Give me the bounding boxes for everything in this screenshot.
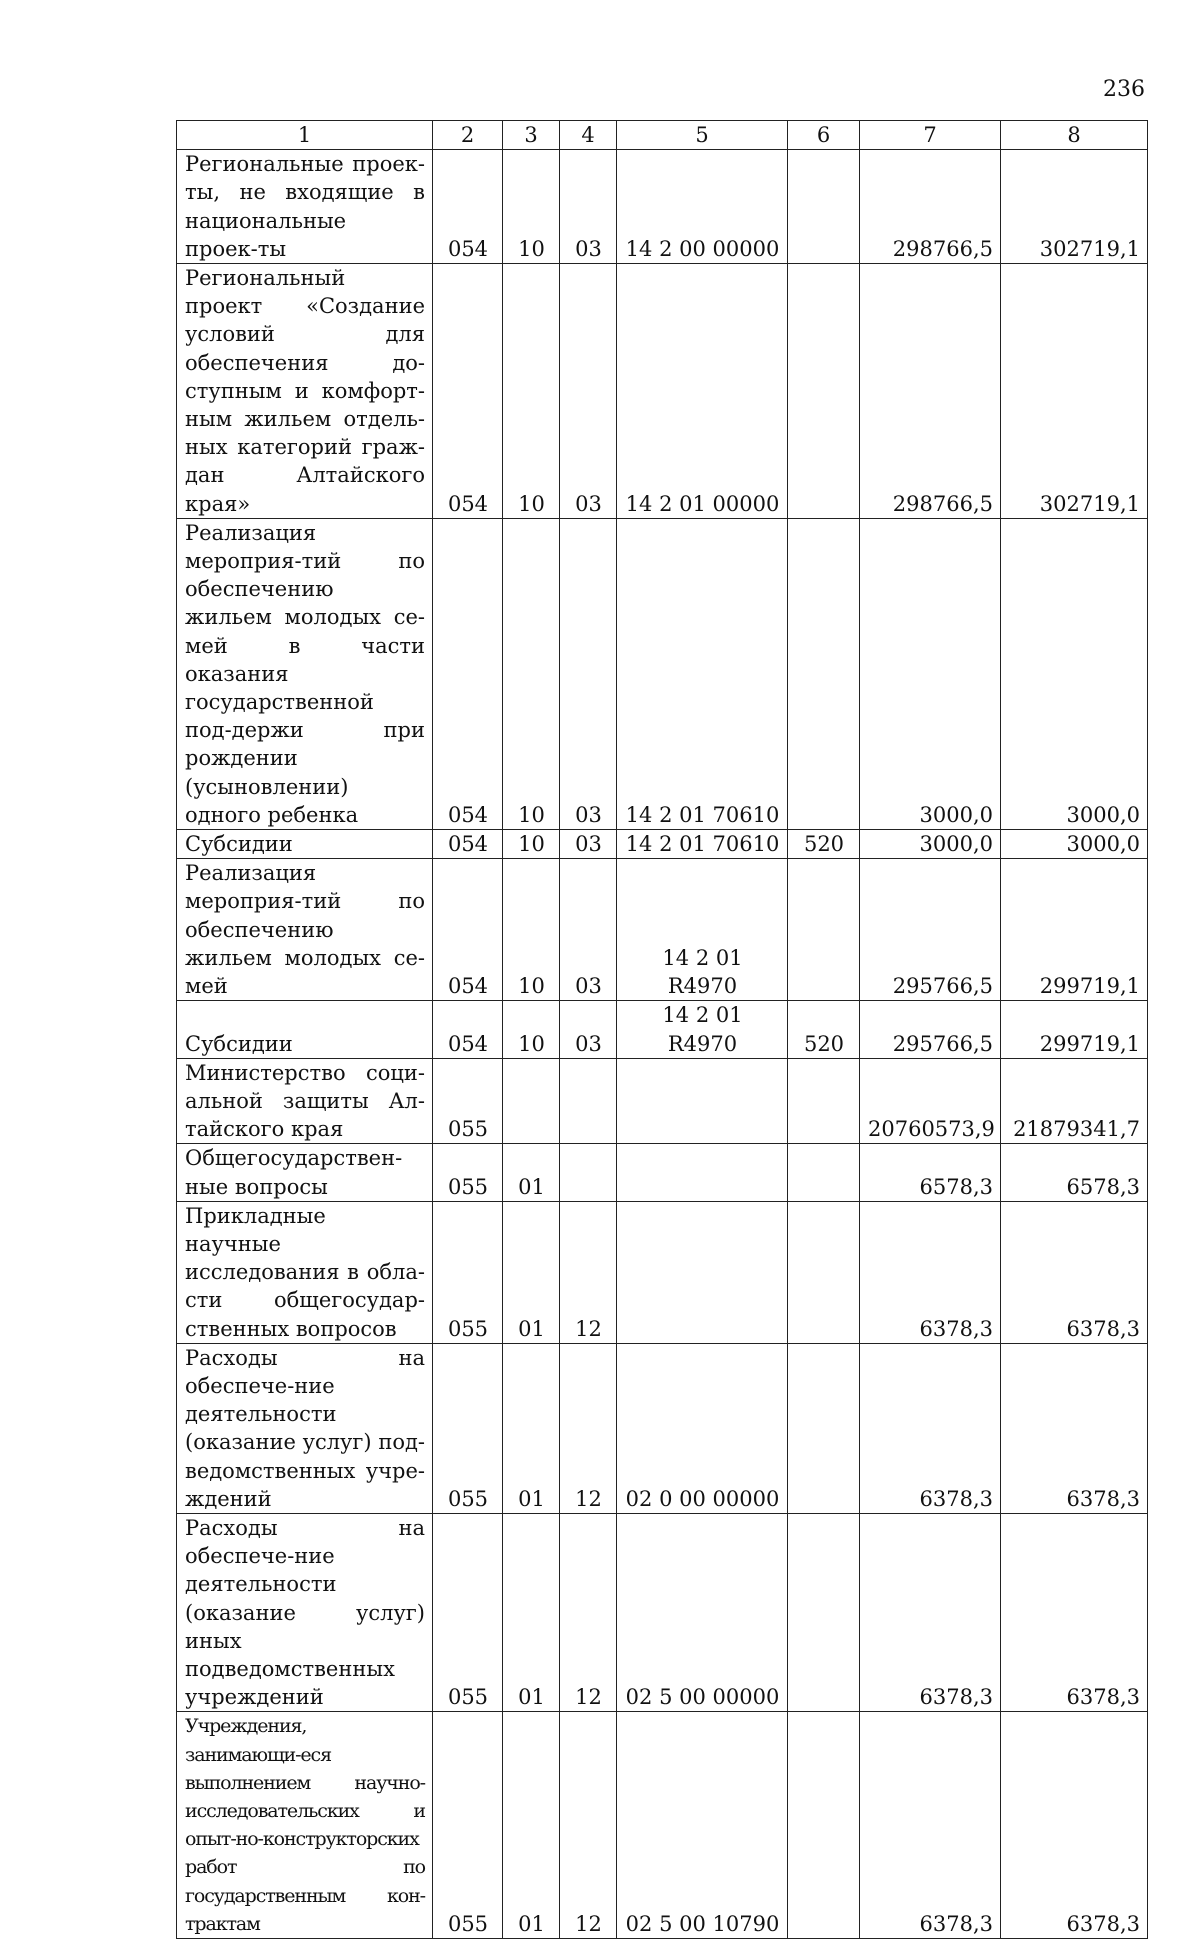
table-row [177, 859, 1148, 1001]
amount-col8-cell: 6378,3 [1001, 1712, 1148, 1939]
amount-col7-cell: 298766,5 [860, 264, 1001, 519]
target-article-cell [617, 1201, 788, 1343]
amount-col7-cell: 295766,5 [860, 859, 1001, 1001]
expense-type-cell [788, 1144, 860, 1201]
subsection-cell: 12 [560, 1513, 617, 1711]
table-row [177, 1058, 1148, 1144]
section-cell: 01 [503, 1144, 560, 1201]
ministry-code-cell: 054 [433, 1001, 503, 1058]
subsection-cell: 03 [560, 264, 617, 519]
amount-col7-cell: 6378,3 [860, 1712, 1001, 1939]
target-article-cell: 14 2 01 R4970 [617, 859, 788, 1001]
target-article-cell: 02 5 00 00000 [617, 1513, 788, 1711]
target-article-cell [617, 1058, 788, 1144]
amount-col8-cell: 6378,3 [1001, 1201, 1148, 1343]
subsection-cell: 03 [560, 859, 617, 1001]
expense-type-cell: 520 [788, 830, 860, 859]
target-article-cell: 14 2 01 R4970 [617, 1001, 788, 1058]
target-article-cell: 02 0 00 00000 [617, 1343, 788, 1513]
subsection-cell: 03 [560, 1001, 617, 1058]
row-name-cell: Субсидии [177, 830, 433, 859]
row-name-cell: Региональные проек-ты, не входящие в национальные проек-ты [177, 150, 433, 264]
expense-type-cell [788, 1058, 860, 1144]
section-cell: 10 [503, 859, 560, 1001]
amount-col8-cell: 302719,1 [1001, 150, 1148, 264]
subsection-cell [560, 1058, 617, 1144]
table-row [177, 830, 1148, 859]
expense-type-cell [788, 264, 860, 519]
column-header: 3 [503, 121, 560, 150]
ministry-code-cell: 055 [433, 1201, 503, 1343]
table-row [177, 264, 1148, 519]
expense-type-cell [788, 1201, 860, 1343]
section-cell: 01 [503, 1343, 560, 1513]
subsection-cell: 03 [560, 830, 617, 859]
amount-col8-cell: 302719,1 [1001, 264, 1148, 519]
section-cell: 01 [503, 1513, 560, 1711]
expense-type-cell [788, 1343, 860, 1513]
table-row [177, 1343, 1148, 1513]
target-article-cell: 14 2 01 70610 [617, 518, 788, 829]
expense-type-cell [788, 1513, 860, 1711]
amount-col8-cell: 6578,3 [1001, 1144, 1148, 1201]
subsection-cell: 03 [560, 150, 617, 264]
amount-col7-cell: 295766,5 [860, 1001, 1001, 1058]
row-name-cell: Расходы на обеспече-ние деятельности (оказание услуг) под-ведомственных учре-ждений [177, 1343, 433, 1513]
amount-col7-cell: 298766,5 [860, 150, 1001, 264]
table-row [177, 150, 1148, 264]
table-row [177, 1001, 1148, 1058]
ministry-code-cell: 055 [433, 1343, 503, 1513]
subsection-cell: 03 [560, 518, 617, 829]
target-article-cell: 14 2 01 70610 [617, 830, 788, 859]
amount-col7-cell: 6378,3 [860, 1201, 1001, 1343]
column-header: 7 [860, 121, 1001, 150]
ministry-code-cell: 054 [433, 150, 503, 264]
ministry-code-cell: 054 [433, 518, 503, 829]
section-cell: 01 [503, 1201, 560, 1343]
column-header: 1 [177, 121, 433, 150]
ministry-code-cell: 054 [433, 830, 503, 859]
amount-col8-cell: 6378,3 [1001, 1513, 1148, 1711]
column-header: 6 [788, 121, 860, 150]
section-cell: 10 [503, 1001, 560, 1058]
section-cell: 10 [503, 830, 560, 859]
amount-col7-cell: 3000,0 [860, 830, 1001, 859]
target-article-cell [617, 1144, 788, 1201]
expense-type-cell [788, 150, 860, 264]
column-header: 2 [433, 121, 503, 150]
row-name-cell: Реализация мероприя-тий по обеспечению жильем молодых се-мей [177, 859, 433, 1001]
ministry-code-cell: 055 [433, 1513, 503, 1711]
row-name-cell: Региональный проект «Создание условий для обеспечения до-ступным и комфорт-ным жильем отдель-ных категорий граж-дан Алтайского края» [177, 264, 433, 519]
section-cell [503, 1058, 560, 1144]
subsection-cell [560, 1144, 617, 1201]
section-cell: 10 [503, 150, 560, 264]
table-row [177, 1712, 1148, 1939]
target-article-cell: 02 5 00 10790 [617, 1712, 788, 1939]
column-header: 4 [560, 121, 617, 150]
target-article-cell: 14 2 00 00000 [617, 150, 788, 264]
amount-col8-cell: 299719,1 [1001, 859, 1148, 1001]
row-name-cell: Субсидии [177, 1001, 433, 1058]
page-number: 236 [1103, 77, 1145, 102]
ministry-code-cell: 054 [433, 264, 503, 519]
amount-col8-cell: 299719,1 [1001, 1001, 1148, 1058]
table-row [177, 1144, 1148, 1201]
column-header: 5 [617, 121, 788, 150]
ministry-code-cell: 055 [433, 1712, 503, 1939]
amount-col7-cell: 3000,0 [860, 518, 1001, 829]
row-name-cell: Общегосударствен-ные вопросы [177, 1144, 433, 1201]
expense-type-cell [788, 1712, 860, 1939]
subsection-cell: 12 [560, 1201, 617, 1343]
section-cell: 10 [503, 264, 560, 519]
ministry-code-cell: 055 [433, 1144, 503, 1201]
amount-col8-cell: 3000,0 [1001, 518, 1148, 829]
table-row [177, 1513, 1148, 1711]
ministry-code-cell: 054 [433, 859, 503, 1001]
amount-col8-cell: 6378,3 [1001, 1343, 1148, 1513]
subsection-cell: 12 [560, 1712, 617, 1939]
table-row [177, 1201, 1148, 1343]
column-header: 8 [1001, 121, 1148, 150]
row-name-cell: Реализация мероприя-тий по обеспечению жильем молодых се-мей в части оказания государственной под-держи при рождении (усыновлении) одного ребенка [177, 518, 433, 829]
amount-col7-cell: 6378,3 [860, 1513, 1001, 1711]
column-header-row [177, 121, 1148, 150]
amount-col8-cell: 3000,0 [1001, 830, 1148, 859]
table-row [177, 518, 1148, 829]
target-article-cell: 14 2 01 00000 [617, 264, 788, 519]
expense-type-cell [788, 518, 860, 829]
expense-type-cell: 520 [788, 1001, 860, 1058]
expense-type-cell [788, 859, 860, 1001]
row-name-cell: Министерство соци-альной защиты Ал-тайского края [177, 1058, 433, 1144]
section-cell: 10 [503, 518, 560, 829]
subsection-cell: 12 [560, 1343, 617, 1513]
section-cell: 01 [503, 1712, 560, 1939]
amount-col7-cell: 6378,3 [860, 1343, 1001, 1513]
row-name-cell: Расходы на обеспече-ние деятельности (оказание услуг) иных подведомственных учреждений [177, 1513, 433, 1711]
amount-col7-cell: 20760573,9 [860, 1058, 1001, 1144]
amount-col7-cell: 6578,3 [860, 1144, 1001, 1201]
budget-table [176, 120, 1148, 1939]
ministry-code-cell: 055 [433, 1058, 503, 1144]
row-name-cell: Учреждения, занимающи-еся выполнением научно-исследовательских и опыт-но-конструкторских работ по государственным кон-трактам [177, 1712, 433, 1939]
row-name-cell: Прикладные научные исследования в обла-сти общегосудар-ственных вопросов [177, 1201, 433, 1343]
amount-col8-cell: 21879341,7 [1001, 1058, 1148, 1144]
